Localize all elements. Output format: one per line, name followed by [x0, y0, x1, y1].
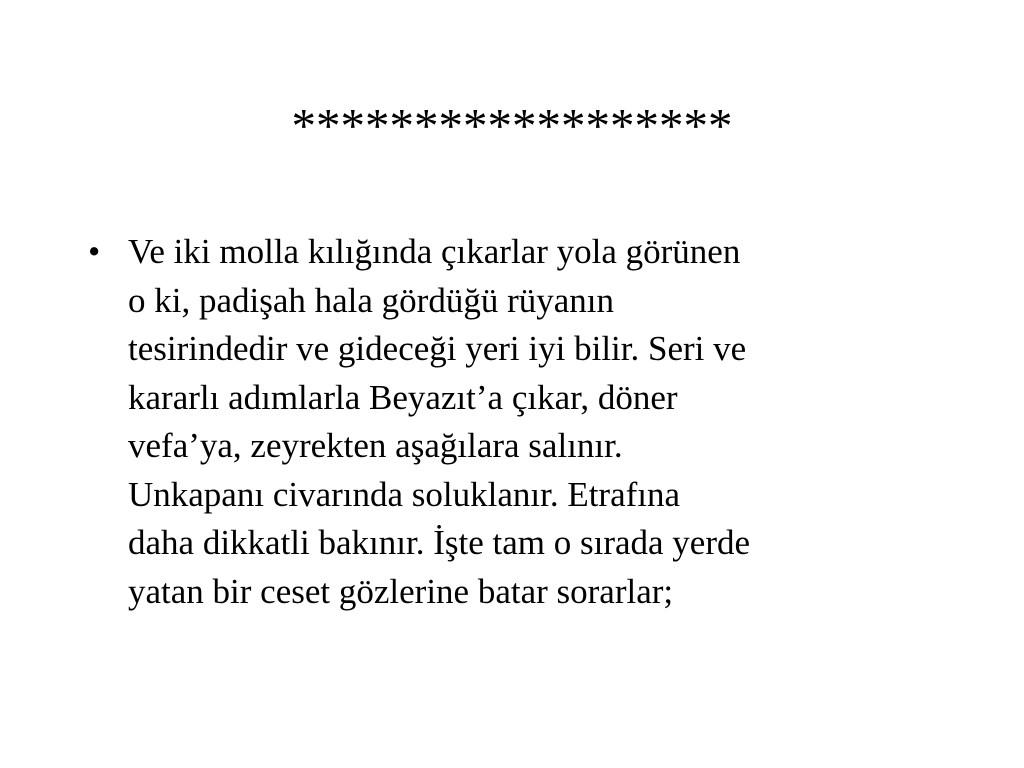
- bullet-line: Unkapanı civarında soluklanır. Etrafına: [128, 474, 681, 514]
- bullet-line: tesirindedir ve gideceği yeri iyi bilir. Seri ve: [128, 329, 747, 368]
- bullet-icon: •: [88, 232, 101, 271]
- bullet-line: daha dikkatli bakınır. İşte tam o sırada yerde: [128, 523, 751, 562]
- bullet-line: vefa’ya, zeyrekten aşağılara salınır.: [128, 426, 623, 465]
- slide-body: [88, 228, 958, 616]
- bullet-list: [88, 228, 958, 616]
- bullet-line: o ki, padişah hala gördüğü rüyanın: [128, 280, 615, 320]
- bullet-line: yatan bir ceset gözlerine batar sorarlar;: [128, 571, 674, 611]
- slide-title: ******************: [291, 98, 733, 153]
- bullet-line: kararlı adımlarla Beyazıt’a çıkar, döner: [128, 377, 678, 417]
- bullet-line: Ve iki molla kılığında çıkarlar yola görünen: [128, 232, 741, 271]
- bullet-item: [88, 228, 958, 616]
